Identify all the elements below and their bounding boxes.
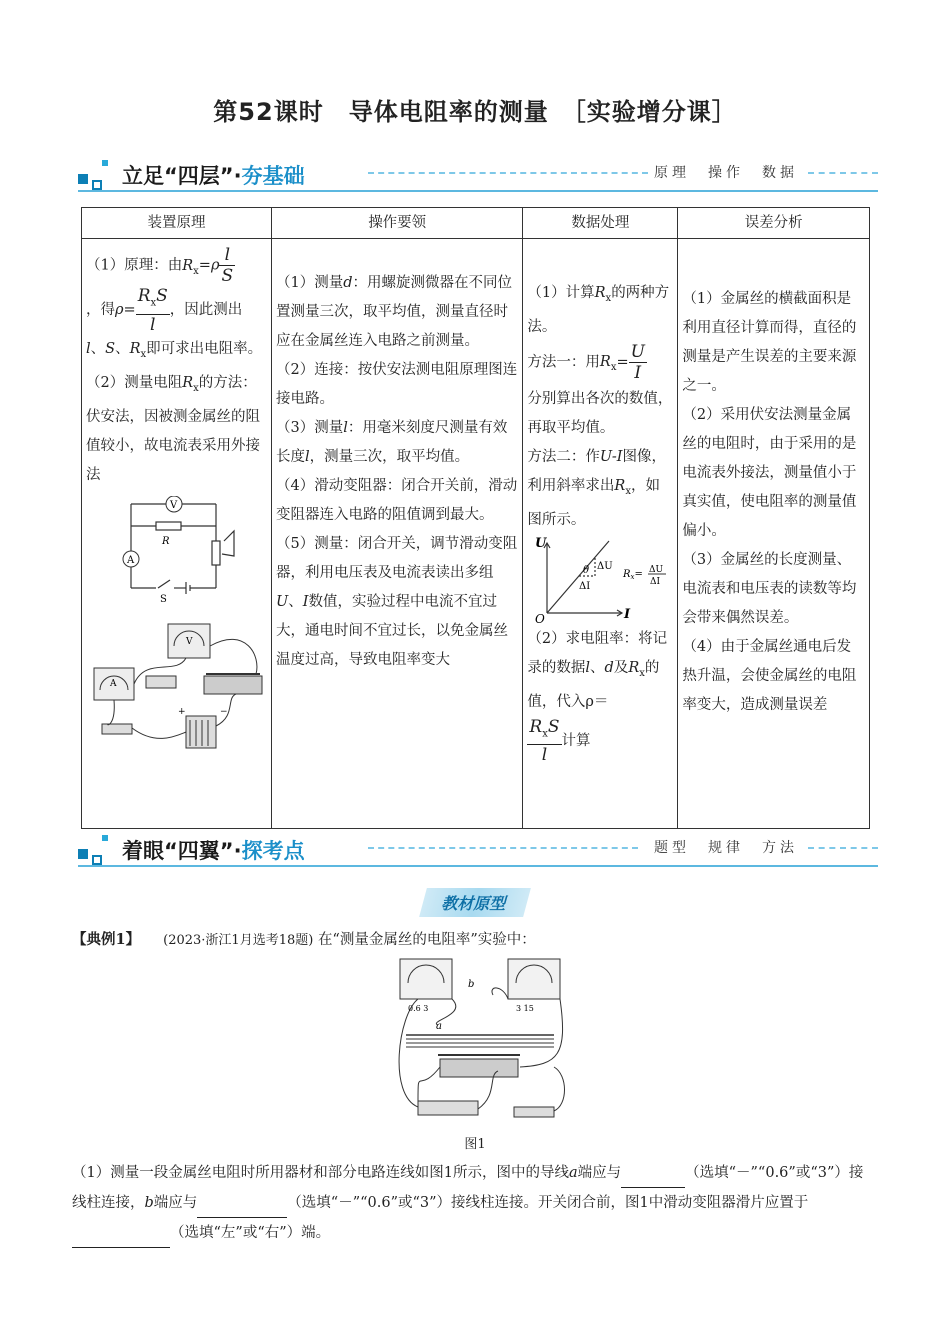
banner-square-icon [78,849,88,859]
graph-axis-i: I [624,607,631,623]
figure-label-a: a [436,1021,442,1032]
cell-data-processing: （1）计算$R_x$的两种方法。 方法一：用$R_x=$ $\frac{U}{I}$ 分别算出各次的数值，再取平均值。 方法二：作U-I图像，利用斜率求出$R_x$，如图所示。 U I O θ ΔU ΔI $R_x=$ ΔU ΔI （2）求电阻率：将记录的数据l、d及$R_x$的值，代入ρ＝ $\frac{R_xS}{l}$ 计算 [523,239,678,829]
ui-graph [527,535,672,625]
svg-text:A: A [110,678,117,689]
cell-principle: （1）原理：由$R_x=\rho$ $\frac{l}{S}$ ，得ρ= $\frac{R_xS}{l}$ ，因此测出 l、S、$R_x$即可求出电阻率。 （2）测量电阻$R_x$的方法：伏安法，因被测金属丝的阻值较小，故电流表采用外接法 V A R S V A + − [82,239,272,829]
answer-blank[interactable] [197,1197,287,1218]
banner-square-icon [78,174,88,184]
banner-square-icon [92,855,102,865]
graph-axis-u: U [535,536,547,552]
svg-text:−: − [220,706,228,717]
circuit-label-rx: R [162,535,170,547]
svg-text:θ: θ [583,565,590,577]
table-header: 误差分析 [678,208,870,239]
svg-text:0.6 3: 0.6 3 [408,1004,429,1013]
table-header: 操作要领 [271,208,522,239]
table-header: 装置原理 [82,208,272,239]
section-label: 教材原型 [0,888,950,917]
svg-text:ΔI: ΔI [650,577,661,588]
svg-text:Rx=: $R_x=$ [623,569,644,582]
apparatus-illustration [86,616,266,756]
summary-table [81,207,870,829]
svg-text:3 15: 3 15 [516,1004,534,1013]
svg-text:ΔU: ΔU [649,565,664,576]
page-title: 第52课时 导体电阻率的测量 ［实验增分课］ [213,98,737,126]
svg-text:+: + [178,706,186,717]
section-banner-basics [78,158,878,194]
answer-blank[interactable] [621,1167,685,1188]
circuit-label-a: A [127,554,135,566]
svg-text:V: V [186,636,193,647]
banner-title: 着眼“四翼”·探考点 [122,839,305,863]
circuit-diagram [86,496,266,606]
figure-caption: 图1 [464,1137,486,1152]
svg-text:ΔU: ΔU [597,561,614,573]
banner-title: 立足“四层”·夯基础 [122,164,305,188]
circuit-label-s: S [160,593,167,605]
cell-error-analysis: （1）金属丝的横截面积是利用直径计算而得，直径的测量是产生误差的主要来源之一。 （2）采用伏安法测量金属丝的电阻时，由于采用的是电流表外接法，测量值小于真实值，使电阻率的测量值偏小。 （3）金属丝的长度测量、电流表和电压表的读数等均会带来偶然误差。 （4）由于金属丝通电后发热升温，会使金属丝的电阻率变大，造成测量误差 [678,239,870,829]
banner-square-icon [102,160,108,166]
answer-blank[interactable] [72,1227,170,1248]
table-header: 数据处理 [523,208,678,239]
banner-tags: 原理 操作 数据 [654,165,798,181]
banner-square-icon [102,835,108,841]
cell-operation: （1）测量d：用螺旋测微器在不同位置测量三次，取平均值，测量直径时应在金属丝连入电路之前测量。 （2）连接：按伏安法测电阻原理图连接电路。 （3）测量l：用毫米刻度尺测量有效长度l，测量三次，取平均值。 （4）滑动变阻器：闭合开关前，滑动变阻器连入电路的阻值调到最大。 （5）测量：闭合开关，调节滑动变阻器，利用电压表及电流表读出多组U、I数值，实验过程中电流不宜过大，通电时间不宜过长，以免金属丝温度过高，导致电阻率变大 [271,239,522,829]
figure-1-apparatus [378,955,578,1135]
question-1: （1）测量一段金属丝电阻时所用器材和部分电路连线如图1所示，图中的导线a端应与 （选填“－”“0.6”或“3”）接线柱连接，b端应与 （选填“－”“0.6”或“3”）接线柱连接。开关闭合前，图1中滑动变阻器滑片应置于（选填“左”或“右”）端。 [72,1158,872,1248]
svg-text:ΔI: ΔI [579,581,591,593]
section-banner-exam [78,833,878,869]
figure-label-b: b [468,979,475,990]
banner-tags: 题型 规律 方法 [654,840,798,856]
graph-origin: O [535,612,546,626]
circuit-label-v: V [170,499,178,511]
banner-square-icon [92,180,102,190]
example-intro: 【典例1】 (2023·浙江1月选考18题) 在“测量金属丝的电阻率”实验中： [72,931,536,948]
